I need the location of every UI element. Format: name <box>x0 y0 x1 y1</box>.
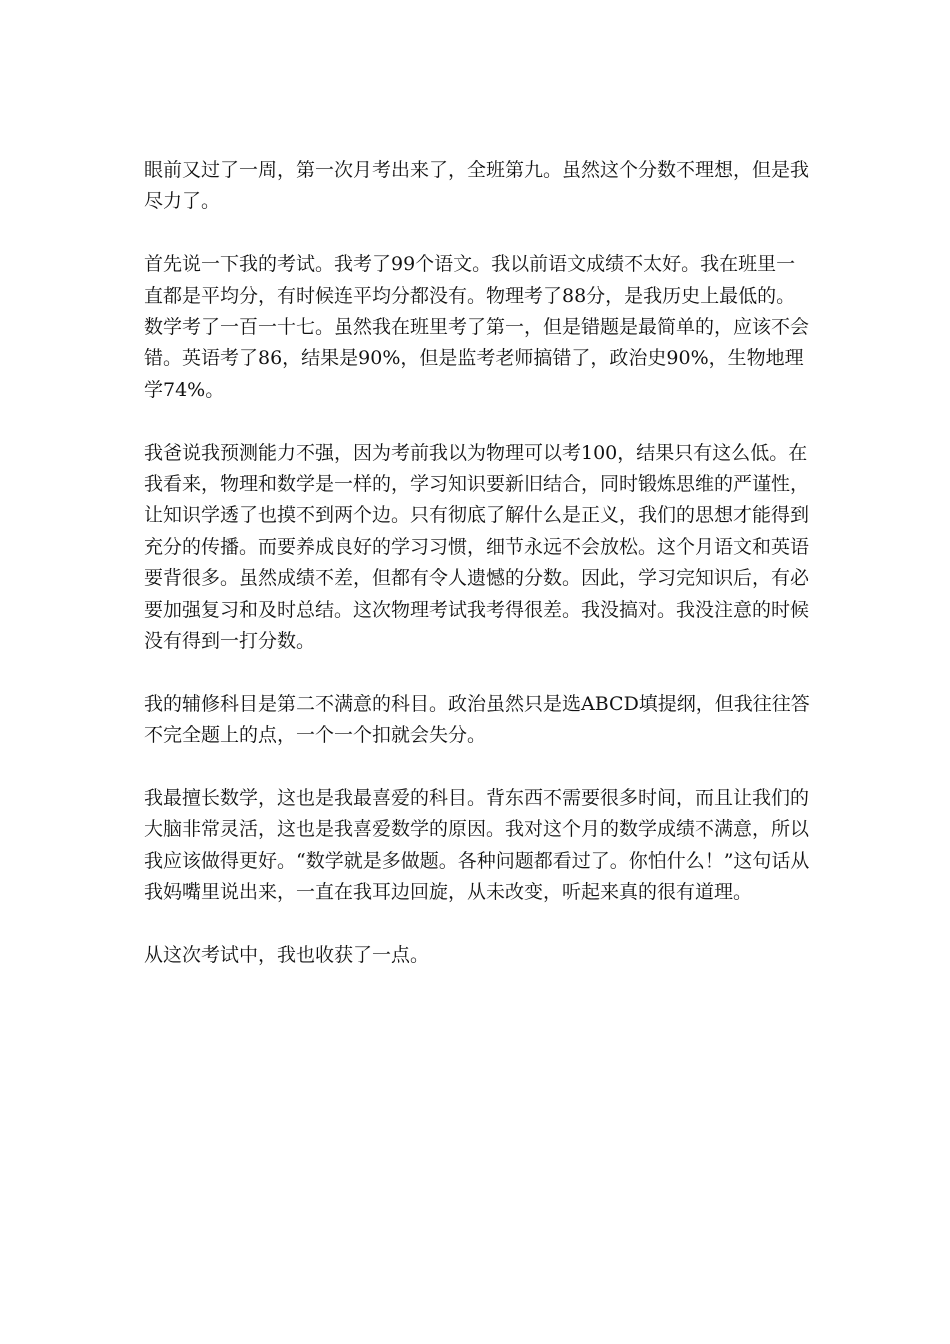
paragraph-5: 我最擅长数学，这也是我最喜爱的科目。背东西不需要很多时间，而且让我们的大脑非常灵活，这也是我喜爱数学的原因。我对这个月的数学成绩不满意，所以我应该做得更好。“数学就是多做题。各种问题都看过了。你怕什么！”这句话从我妈嘴里说出来，一直在我耳边回旋，从未改变，听起来真的很有道理。 <box>144 787 810 904</box>
paragraph-1: 眼前又过了一周，第一次月考出来了，全班第九。虽然这个分数不理想，但是我尽力了。 <box>144 159 810 213</box>
paragraph-4: 我的辅修科目是第二不满意的科目。政治虽然只是选ABCD填提纲，但我往往答不完全题上的点，一个一个扣就会失分。 <box>144 692 810 747</box>
paragraph-3: 我爸说我预测能力不强，因为考前我以为物理可以考100，结果只有这么低。在我看来，物理和数学是一样的，学习知识要新旧结合，同时锻炼思维的严谨性，让知识学透了也摸不到两个边。只有彻底了解什么是正义，我们的思想才能得到充分的传播。而要养成良好的学习习惯，细节永远不会放松。这个月语文和英语要背很多。虽然成绩不差，但都有令人遗憾的分数。因此，学习完知识后，有必要加强复习和及时总结。这次物理考试我考得很差。我没搞对。我没注意的时候没有得到一打分数。 <box>144 441 810 653</box>
document-body <box>144 155 810 971</box>
paragraph-2: 首先说一下我的考试。我考了99个语文。我以前语文成绩不太好。我在班里一直都是平均分，有时候连平均分都没有。物理考了88分，是我历史上最低的。数学考了一百一十七。虽然我在班里考了第一，但是错题是最简单的，应该不会错。英语考了86，结果是90%，但是监考老师搞错了，政治史90%，生物地理学74%。 <box>144 253 810 401</box>
paragraph-6: 从这次考试中，我也收获了一点。 <box>144 944 430 967</box>
